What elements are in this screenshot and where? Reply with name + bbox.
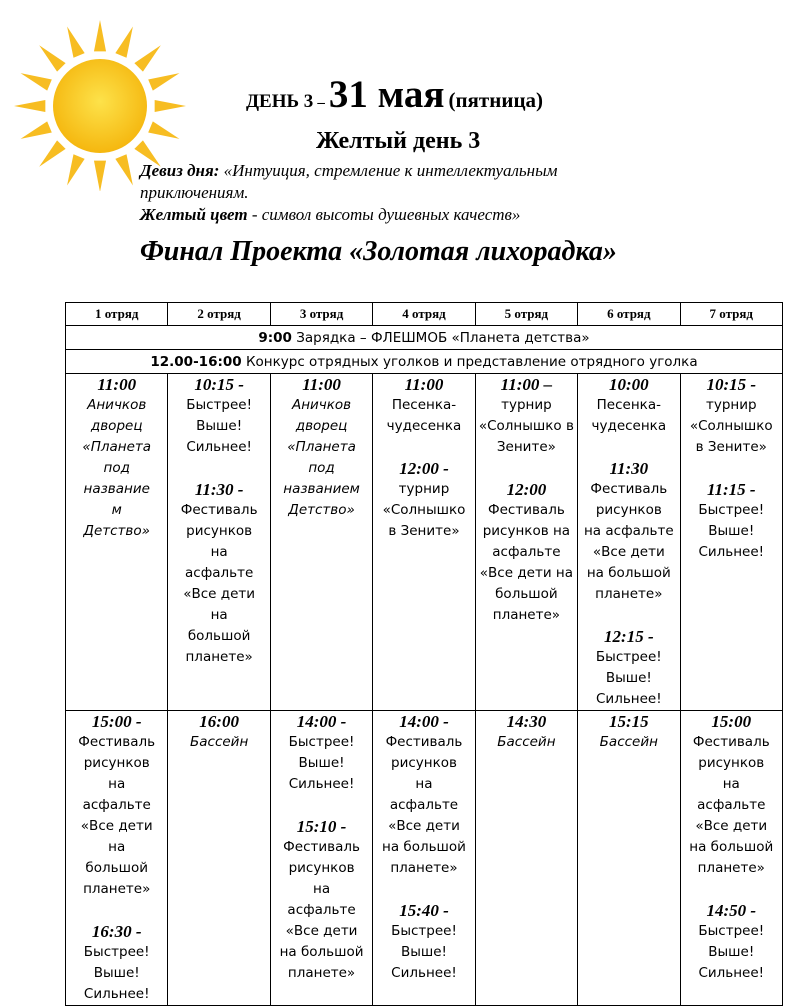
sun-ray (94, 161, 106, 191)
col-header-7: 7 отряд (680, 303, 782, 326)
day-heading (0, 72, 789, 117)
activity-text: турнир (398, 481, 450, 497)
activity-text: большой (495, 586, 558, 602)
motto-line2: приключениям. (140, 183, 249, 202)
motto-block (140, 160, 700, 226)
sun-ray (21, 121, 52, 139)
activity-text: Фестиваль (590, 481, 668, 497)
spacer (681, 879, 782, 900)
morning-cell-7 (680, 374, 782, 711)
col-header-6: 6 отряд (578, 303, 680, 326)
color-text: - символ высоты душевных качеств» (247, 205, 521, 224)
activity-text: Бассейн (599, 734, 658, 750)
sun-ray (39, 140, 65, 166)
activity-text: Сильнее! (186, 439, 252, 455)
col-header-5: 5 отряд (475, 303, 577, 326)
activity-text: Фестиваль (78, 734, 156, 750)
activity-text: Сильнее! (698, 544, 765, 560)
activity-text: «Планета (287, 439, 356, 455)
spacer (373, 879, 474, 900)
morning-cell-6 (578, 374, 680, 711)
activity-text: «Все дети (388, 818, 460, 834)
morning-cell-5 (475, 374, 577, 711)
activity-text: планете» (595, 586, 663, 602)
afternoon-cell-4 (373, 711, 475, 1006)
activity-text: большой (85, 860, 148, 876)
activity-text: планете» (697, 860, 765, 876)
morning-cell-1 (66, 374, 168, 711)
afternoon-cell-3 (270, 711, 372, 1006)
morning-cell-3 (270, 374, 372, 711)
col-header-3: 3 отряд (270, 303, 372, 326)
spacer (168, 458, 269, 479)
activity-text: Выше! (708, 523, 755, 539)
time-label: 12:15 - (604, 627, 654, 646)
activity-text: Песенка- (596, 397, 661, 413)
exercise-cell (66, 326, 783, 350)
spacer (578, 605, 679, 626)
activity-text: Сильнее! (83, 986, 150, 1002)
afternoon-cell-5 (475, 711, 577, 1006)
header-row (66, 303, 783, 326)
activity-text: Быстрее! (698, 923, 765, 939)
morning-cell-2 (168, 374, 270, 711)
activity-text: Зените» (496, 439, 556, 455)
spacer (681, 458, 782, 479)
activity-text: в Зените» (388, 523, 460, 539)
activity-text: Быстрее! (83, 944, 150, 960)
activity-text: асфальте (389, 797, 459, 813)
final-title: Финал Проекта «Золотая лихорадка» (140, 236, 617, 267)
activity-text: дворец (90, 418, 143, 434)
activity-text: планете» (83, 881, 151, 897)
morning-row (66, 374, 783, 711)
activity-text: на (415, 776, 433, 792)
activity-text: чудесенка (386, 418, 462, 434)
activity-text: «Все дети (592, 544, 665, 560)
activity-text: Фестиваль (180, 502, 258, 518)
activity-text: рисунков (391, 755, 457, 771)
sun-ray (115, 154, 133, 185)
activity-text: рисунков (186, 523, 253, 539)
activity-text: «Солнышко (689, 418, 773, 434)
time-label: 11:00 (302, 375, 341, 394)
activity-text: «Планета (82, 439, 152, 455)
day-prefix: ДЕНЬ 3 (245, 91, 314, 112)
activity-text: на большой (279, 944, 364, 960)
activity-text: рисунков (595, 502, 662, 518)
activity-text: асфальте (697, 797, 766, 813)
time-label: 15:00 (711, 712, 752, 731)
time-label: 10:15 - (706, 375, 757, 394)
activity-text: м (111, 502, 122, 518)
activity-text: на большой (689, 839, 774, 855)
contest-time: 12.00-16:00 (150, 353, 242, 370)
activity-text: асфальте (492, 544, 561, 560)
activity-text: Быстрее! (288, 734, 355, 750)
activity-text: на (108, 776, 126, 792)
time-label: 16:00 (199, 712, 239, 731)
activity-text: Выше! (400, 944, 447, 960)
activity-text: Детство» (288, 502, 355, 518)
sun-ray (134, 45, 160, 71)
sun-ray (148, 121, 179, 139)
activity-text: асфальте (82, 797, 151, 813)
col-header-1: 1 отряд (66, 303, 168, 326)
activity-text: на большой (382, 839, 466, 855)
time-label: 12:00 (506, 480, 547, 499)
activity-text: Выше! (708, 944, 755, 960)
activity-text: Детство» (83, 523, 150, 539)
afternoon-cell-6 (578, 711, 680, 1006)
time-label: 11:30 - (194, 480, 244, 499)
day-weekday: (пятница) (448, 88, 544, 112)
time-label: 11:00 – (500, 375, 553, 394)
day-dash: – (317, 95, 325, 111)
activity-text: Песенка- (391, 397, 457, 413)
activity-text: Сильнее! (391, 965, 457, 981)
activity-text: Выше! (605, 670, 652, 686)
activity-text: рисунков (288, 860, 355, 876)
activity-text: «Все дети (285, 923, 358, 939)
time-label: 11:15 - (706, 480, 756, 499)
spacer (271, 795, 372, 816)
contest-cell (66, 350, 783, 374)
activity-text: Быстрее! (186, 397, 253, 413)
activity-text: Сильнее! (288, 776, 355, 792)
time-label: 15:10 - (296, 817, 347, 836)
activity-text: дворец (295, 418, 348, 434)
exercise-text: Зарядка – ФЛЕШМОБ «Планета детства» (291, 329, 590, 346)
activity-text: Быстрее! (698, 502, 765, 518)
activity-text: большой (187, 628, 251, 644)
activity-text: на (313, 881, 331, 897)
sun-ray (39, 45, 65, 71)
contest-text: Конкурс отрядных уголков и представление отрядного уголка (241, 353, 698, 370)
activity-text: на (210, 544, 228, 560)
activity-text: Фестиваль (692, 734, 770, 750)
motto-line1: «Интуиция, стремление к интеллектуальным (219, 161, 558, 180)
time-label: 14:00 - (296, 712, 347, 731)
time-label: 15:15 (608, 712, 649, 731)
activity-text: рисунков (83, 755, 150, 771)
activity-text: Сильнее! (698, 965, 765, 981)
motto-label: Девиз дня: (140, 161, 220, 180)
time-label: 12:00 - (399, 459, 449, 478)
activity-text: на асфальте (583, 523, 674, 539)
afternoon-row (66, 711, 783, 1006)
activity-text: на (210, 607, 228, 623)
activity-text: Аничков (291, 397, 352, 413)
activity-text: названием (283, 481, 360, 497)
schedule-table (65, 302, 783, 1006)
spacer (66, 900, 167, 921)
activity-text: на (722, 776, 740, 792)
time-label: 11:30 (609, 459, 649, 478)
afternoon-cell-7 (680, 711, 782, 1006)
activity-text: на (108, 839, 126, 855)
activity-text: Бассейн (189, 734, 249, 750)
contest-row (66, 350, 783, 374)
activity-text: «Солнышко (382, 502, 466, 518)
day-date: 31 мая (328, 73, 445, 116)
afternoon-cell-1 (66, 711, 168, 1006)
activity-text: Аничков (87, 397, 147, 413)
activity-text: Фестиваль (283, 839, 360, 855)
activity-text: «Все дети (80, 818, 153, 834)
time-label: 15:00 - (91, 712, 142, 731)
activity-text: асфальте (287, 902, 356, 918)
activity-text: турнир (705, 397, 757, 413)
activity-text: планете» (492, 607, 561, 623)
sun-ray (94, 20, 106, 51)
time-label: 14:30 (506, 712, 547, 731)
activity-text: Выше! (196, 418, 243, 434)
exercise-row (66, 326, 783, 350)
activity-text: «Солнышко в (478, 418, 574, 434)
time-label: 11:00 (404, 375, 444, 394)
activity-text: рисунков (698, 755, 765, 771)
time-label: 15:40 - (399, 901, 449, 920)
activity-text: название (83, 481, 150, 497)
time-label: 10:15 - (194, 375, 244, 394)
activity-text: «Все дети (183, 586, 256, 602)
activity-text: «Все дети на (479, 565, 573, 581)
activity-text: рисунков на (482, 523, 571, 539)
activity-text: Бассейн (497, 734, 556, 750)
activity-text: Выше! (93, 965, 140, 981)
activity-text: в Зените» (695, 439, 767, 455)
activity-text: под (308, 460, 335, 476)
sun-ray (67, 27, 85, 58)
activity-text: под (103, 460, 130, 476)
time-label: 10:00 (608, 375, 649, 394)
exercise-time: 9:00 (258, 329, 292, 346)
activity-text: чудесенка (591, 418, 667, 434)
spacer (476, 458, 577, 479)
activity-text: планете» (287, 965, 356, 981)
activity-text: планете» (185, 649, 253, 665)
activity-text: Быстрее! (595, 649, 662, 665)
col-header-2: 2 отряд (168, 303, 270, 326)
afternoon-cell-2 (168, 711, 270, 1006)
activity-text: асфальте (185, 565, 254, 581)
yellow-day-title: Желтый день 3 (316, 128, 481, 154)
time-label: 14:50 - (706, 901, 757, 920)
activity-text: Выше! (298, 755, 345, 771)
activity-text: Фестиваль (487, 502, 565, 518)
spacer (373, 437, 474, 458)
activity-text: Фестиваль (385, 734, 463, 750)
time-label: 14:00 - (399, 712, 449, 731)
time-label: 16:30 - (91, 922, 142, 941)
activity-text: Быстрее! (391, 923, 457, 939)
activity-text: планете» (390, 860, 458, 876)
spacer (578, 437, 679, 458)
morning-cell-4 (373, 374, 475, 711)
activity-text: турнир (501, 397, 552, 413)
activity-text: на большой (586, 565, 671, 581)
activity-text: «Все дети (695, 818, 768, 834)
color-label: Желтый цвет (140, 205, 248, 224)
activity-text: Сильнее! (596, 691, 662, 707)
col-header-4: 4 отряд (373, 303, 475, 326)
sun-ray (115, 27, 133, 58)
time-label: 11:00 (97, 375, 137, 394)
sun-ray (67, 154, 85, 185)
